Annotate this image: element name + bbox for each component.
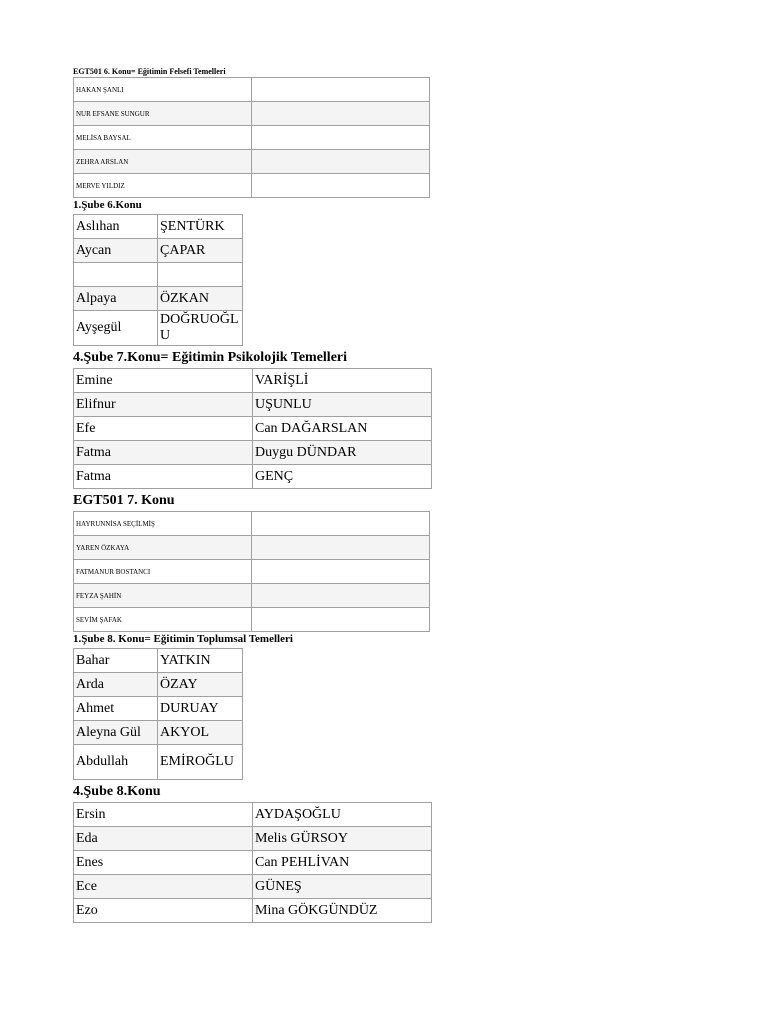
table-cell: Aslıhan xyxy=(74,215,158,239)
table-row xyxy=(74,369,432,393)
table-row xyxy=(74,875,432,899)
table-cell: Alpaya xyxy=(74,287,158,311)
table-cell: AYDAŞOĞLU xyxy=(253,803,432,827)
student-table xyxy=(73,648,243,780)
table-row xyxy=(74,102,430,126)
table-cell xyxy=(252,102,430,126)
table-row xyxy=(74,174,430,198)
table-row xyxy=(74,150,430,174)
table-cell: Ayşegül xyxy=(74,311,158,346)
table-cell xyxy=(74,263,158,287)
table-cell: Bahar xyxy=(74,649,158,673)
table-cell: Abdullah xyxy=(74,745,158,780)
table-row xyxy=(74,239,243,263)
table-cell: Melis GÜRSOY xyxy=(253,827,432,851)
section-heading: 1.Şube 8. Konu= Eğitimin Toplumsal Temelleri xyxy=(73,633,293,645)
table-cell: Arda xyxy=(74,673,158,697)
section-heading: 1.Şube 6.Konu xyxy=(73,199,142,211)
table-cell: Ahmet xyxy=(74,697,158,721)
table-cell: EMİROĞLU xyxy=(158,745,243,780)
table-cell xyxy=(252,126,430,150)
table-row xyxy=(74,126,430,150)
table-cell: Eda xyxy=(74,827,253,851)
table-row xyxy=(74,311,243,346)
table-cell: Aycan xyxy=(74,239,158,263)
table-cell: Fatma xyxy=(74,441,253,465)
table-row xyxy=(74,803,432,827)
table-row xyxy=(74,899,432,923)
table-row xyxy=(74,649,243,673)
table-cell: ŞENTÜRK xyxy=(158,215,243,239)
section-heading: 4.Şube 7.Konu= Eğitimin Psikolojik Temelleri xyxy=(73,350,348,365)
student-table xyxy=(73,511,430,632)
table-row xyxy=(74,536,430,560)
table-cell xyxy=(252,560,430,584)
table-cell xyxy=(252,536,430,560)
table-cell: GÜNEŞ xyxy=(253,875,432,899)
table-cell: YATKIN xyxy=(158,649,243,673)
table-row xyxy=(74,827,432,851)
table-row xyxy=(74,215,243,239)
table-cell: ÖZKAN xyxy=(158,287,243,311)
table-row xyxy=(74,512,430,536)
table-cell: AKYOL xyxy=(158,721,243,745)
table-row xyxy=(74,697,243,721)
student-table xyxy=(73,77,430,198)
table-cell: FATMANUR BOSTANCI xyxy=(74,560,252,584)
table-cell: NUR EFSANE SUNGUR xyxy=(74,102,252,126)
table-row xyxy=(74,417,432,441)
table-cell: HAYRUNNİSA SEÇİLMİŞ xyxy=(74,512,252,536)
table-row xyxy=(74,465,432,489)
table-cell: GENÇ xyxy=(253,465,432,489)
table-cell: YAREN ÖZKAYA xyxy=(74,536,252,560)
student-table xyxy=(73,214,243,346)
table-cell: VARİŞLİ xyxy=(253,369,432,393)
table-cell: Ezo xyxy=(74,899,253,923)
table-cell: DURUAY xyxy=(158,697,243,721)
table-cell: MELİSA BAYSAL xyxy=(74,126,252,150)
table-cell: FEYZA ŞAHİN xyxy=(74,584,252,608)
table-cell: Enes xyxy=(74,851,253,875)
table-cell xyxy=(158,263,243,287)
table-row xyxy=(74,608,430,632)
table-cell xyxy=(252,608,430,632)
table-row xyxy=(74,441,432,465)
table-row xyxy=(74,263,243,287)
section-heading: 4.Şube 8.Konu xyxy=(73,784,161,799)
table-cell: Fatma xyxy=(74,465,253,489)
table-cell: Efe xyxy=(74,417,253,441)
table-cell: MERVE YILDIZ xyxy=(74,174,252,198)
table-cell: Mina GÖKGÜNDÜZ xyxy=(253,899,432,923)
table-cell: Elifnur xyxy=(74,393,253,417)
section-heading: EGT501 6. Konu= Eğitimin Felsefi Temelleri xyxy=(73,67,226,76)
table-cell: Aleyna Gül xyxy=(74,721,158,745)
table-cell: HAKAN ŞANLI xyxy=(74,78,252,102)
table-cell: Ece xyxy=(74,875,253,899)
table-cell: Ersin xyxy=(74,803,253,827)
table-cell xyxy=(252,512,430,536)
table-cell: SEVİM ŞAFAK xyxy=(74,608,252,632)
table-row xyxy=(74,560,430,584)
table-row xyxy=(74,745,243,780)
table-cell: Can DAĞARSLAN xyxy=(253,417,432,441)
table-cell xyxy=(252,584,430,608)
table-cell: DOĞRUOĞLU xyxy=(158,311,243,346)
table-row xyxy=(74,78,430,102)
table-cell: Duygu DÜNDAR xyxy=(253,441,432,465)
table-cell: ÇAPAR xyxy=(158,239,243,263)
section-heading: EGT501 7. Konu xyxy=(73,493,175,508)
table-cell xyxy=(252,78,430,102)
table-cell: Can PEHLİVAN xyxy=(253,851,432,875)
table-row xyxy=(74,393,432,417)
table-cell xyxy=(252,150,430,174)
table-row xyxy=(74,721,243,745)
table-cell: ZEHRA ARSLAN xyxy=(74,150,252,174)
student-table xyxy=(73,802,432,923)
table-cell: UŞUNLU xyxy=(253,393,432,417)
table-row xyxy=(74,584,430,608)
table-cell: Emine xyxy=(74,369,253,393)
table-row xyxy=(74,851,432,875)
table-row xyxy=(74,287,243,311)
student-table xyxy=(73,368,432,489)
table-cell xyxy=(252,174,430,198)
table-cell: ÖZAY xyxy=(158,673,243,697)
table-row xyxy=(74,673,243,697)
